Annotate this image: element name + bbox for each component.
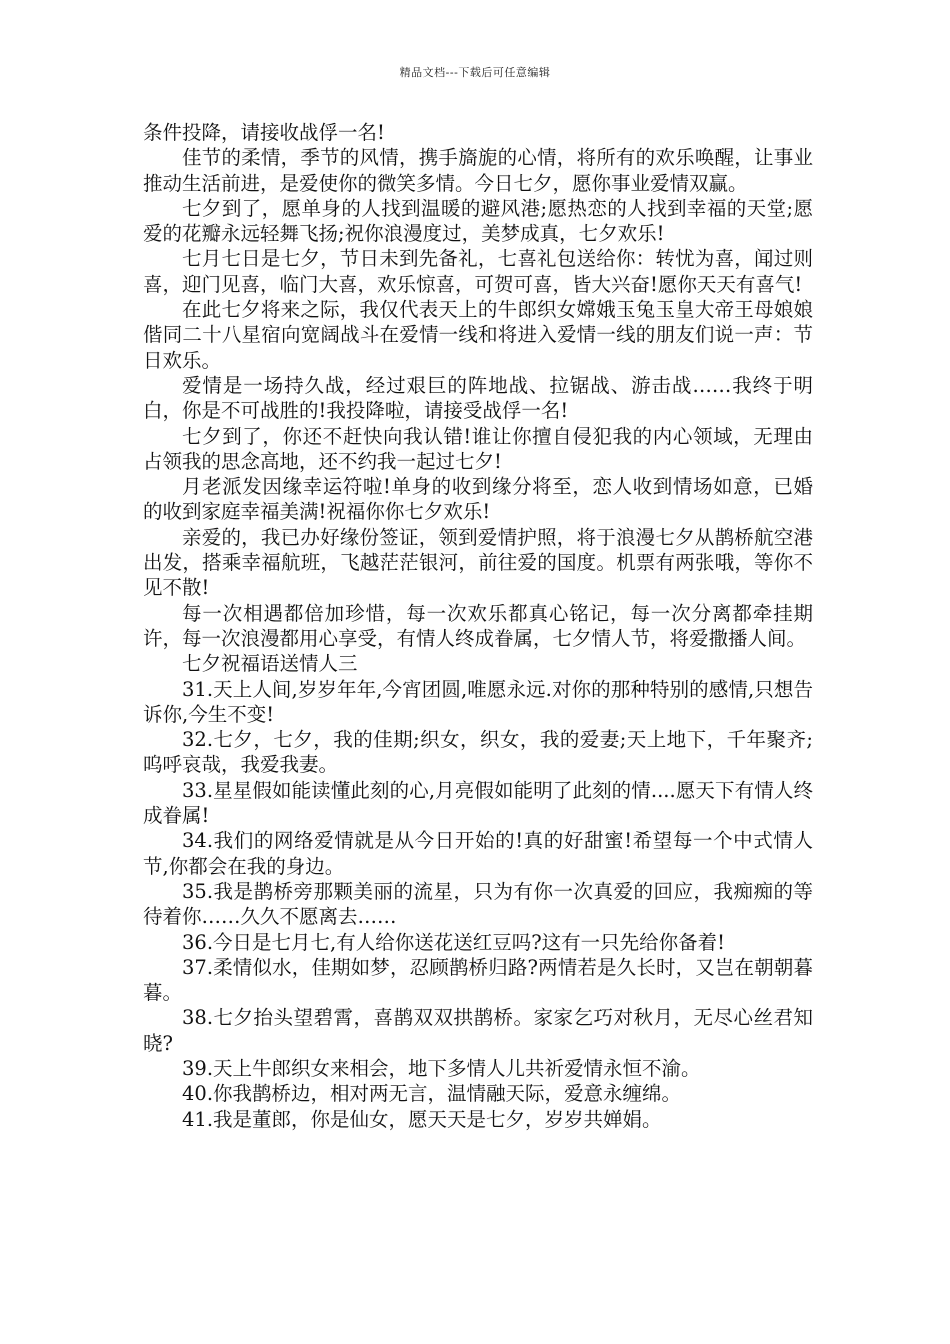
paragraph: 爱情是一场持久战，经过艰巨的阵地战、拉锯战、游击战……我终于明白，你是不可战胜的!我投降啦，请接受战俘一名! <box>143 373 813 423</box>
paragraph: 佳节的柔情，季节的风情，携手旖旎的心情，将所有的欢乐唤醒，让事业推动生活前进，是爱使你的微笑多情。今日七夕，愿你事业爱情双赢。 <box>143 146 813 195</box>
paragraph: 七夕到了，愿单身的人找到温暖的避风港;愿热恋的人找到幸福的天堂;愿爱的花瓣永远轻舞飞扬;祝你浪漫度过，美梦成真，七夕欢乐! <box>143 196 813 246</box>
paragraph: 月老派发因缘幸运符啦!单身的收到缘分将至，恋人收到情场如意，已婚的收到家庭幸福美满!祝福你你七夕欢乐! <box>143 475 813 524</box>
section-heading: 七夕祝福语送情人三 <box>182 652 358 676</box>
document-body <box>143 120 813 1132</box>
paragraph: 每一次相遇都倍加珍惜，每一次欢乐都真心铭记，每一次分离都牵挂期许，每一次浪漫都用心享受，有情人终成眷属，七夕情人节，将爱撒播人间。 <box>143 601 813 650</box>
paragraph: 在此七夕将来之际，我仅代表天上的牛郎织女嫦娥玉兔玉皇大帝王母娘娘偕同二十八星宿向宽阔战斗在爱情一线和将进入爱情一线的朋友们说一声：节日欢乐。 <box>143 298 813 372</box>
list-item: 33.星星假如能读懂此刻的心,月亮假如能明了此刻的情....愿天下有情人终成眷属! <box>143 778 813 828</box>
list-item: 31.天上人间,岁岁年年,今宵团圆,唯愿永远.对你的那种特别的感情,只想告诉你,今生不变! <box>143 677 813 726</box>
list-item: 35.我是鹊桥旁那颗美丽的流星，只为有你一次真爱的回应，我痴痴的等待着你……久久不愿离去…… <box>143 879 813 929</box>
page-header: 精品文档---下载后可任意编辑 <box>399 66 551 79</box>
paragraph: 条件投降，请接收战俘一名! <box>143 121 385 144</box>
list-item: 37.柔情似水，佳期如梦，忍顾鹊桥归路?两情若是久长时，又岂在朝朝暮暮。 <box>143 955 813 1005</box>
list-item: 34.我们的网络爱情就是从今日开始的!真的好甜蜜!希望每一个中式情人节,你都会在我的身边。 <box>143 829 813 878</box>
list-item: 40.你我鹊桥边，相对两无言，温情融天际，爱意永缠绵。 <box>182 1082 682 1106</box>
list-item: 41.我是董郎，你是仙女，愿天天是七夕，岁岁共婵娟。 <box>182 1107 662 1131</box>
paragraph: 亲爱的，我已办好缘份签证，领到爱情护照，将于浪漫七夕从鹊桥航空港出发，搭乘幸福航班，飞越茫茫银河，前往爱的国度。机票有两张哦，等你不见不散! <box>143 525 813 600</box>
list-item: 39.天上牛郎织女来相会，地下多情人儿共祈爱情永恒不渝。 <box>182 1056 701 1080</box>
paragraph: 七月七日是七夕，节日未到先备礼，七喜礼包送给你：转忧为喜，闻过则喜，迎门见喜，临门大喜，欢乐惊喜，可贺可喜，皆大兴奋!愿你天天有喜气! <box>143 247 813 296</box>
paragraph: 七夕到了，你还不赶快向我认错!谁让你擅自侵犯我的内心领域，无理由占领我的思念高地，还不约我一起过七夕! <box>143 424 813 473</box>
list-item: 32.七夕，七夕，我的佳期;织女，织女，我的爱妻;天上地下，千年聚齐;呜呼哀哉，我爱我妻。 <box>143 728 813 777</box>
list-item: 36.今日是七月七,有人给你送花送红豆吗?这有一只先给你备着! <box>182 930 726 954</box>
list-item: 38.七夕抬头望碧霄，喜鹊双双拱鹊桥。家家乞巧对秋月，无尽心丝君知晓? <box>143 1006 813 1055</box>
